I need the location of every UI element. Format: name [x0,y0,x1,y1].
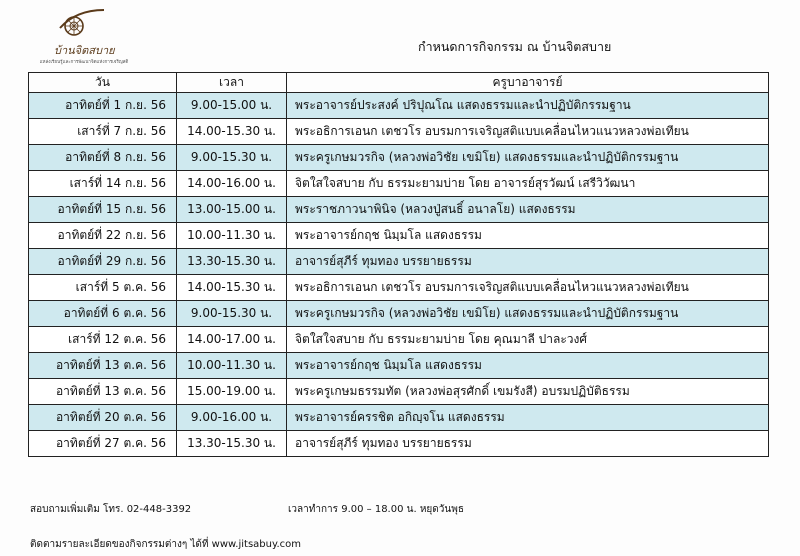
table-row [29,249,769,275]
row-time: 14.00-17.00 น. [177,327,287,353]
header-teacher: ครูบาอาจารย์ [287,73,769,93]
row-date: อาทิตย์ที่ 1 ก.ย. 56 [29,93,177,119]
row-time: 9.00-16.00 น. [177,405,287,431]
footer-hours: เวลาทำการ 9.00 – 18.00 น. หยุดวันพุธ [288,504,464,515]
row-teacher: พระครูเกษมวรกิจ (หลวงพ่อวิชัย เขมิโย) แสดงธรรมและนำปฏิบัติกรรมฐาน [287,145,769,171]
footer-website: ติดตามรายละเอียดของกิจกรรมต่างๆ ได้ที่ www.jitsabuy.com [30,539,302,550]
row-teacher: พระอาจารย์กฤช นิมฺมโล แสดงธรรม [287,353,769,379]
logo-mark-icon [52,4,124,60]
logo-wordmark: บ้านจิตสบาย [54,44,115,57]
row-teacher: จิตใสใจสบาย กับ ธรรมะยามบ่าย โดย คุณมาลี ปาละวงศ์ [287,327,769,353]
header-date: วัน [29,73,177,93]
logo-caption: แหล่งเรียนรู้และการพัฒนาจิตแห่งการเจริญสติ [39,60,129,65]
row-date: เสาร์ที่ 5 ต.ค. 56 [29,275,177,301]
row-time: 14.00-15.30 น. [177,119,287,145]
row-teacher: พระราชภาวนาพินิจ (หลวงปู่สนธิ์ อนาลโย) แสดงธรรม [287,197,769,223]
table-row [29,275,769,301]
row-time: 13.30-15.30 น. [177,431,287,457]
row-date: อาทิตย์ที่ 13 ต.ค. 56 [29,353,177,379]
row-time: 14.00-15.30 น. [177,275,287,301]
footer-phone: สอบถามเพิ่มเติม โทร. 02-448-3392 [30,504,192,515]
row-date: อาทิตย์ที่ 27 ต.ค. 56 [29,431,177,457]
row-time: 13.00-15.00 น. [177,197,287,223]
row-date: อาทิตย์ที่ 13 ต.ค. 56 [29,379,177,405]
schedule-table [28,72,769,457]
row-time: 15.00-19.00 น. [177,379,287,405]
table-row [29,379,769,405]
table-row [29,223,769,249]
table-row [29,93,769,119]
row-date: เสาร์ที่ 7 ก.ย. 56 [29,119,177,145]
row-teacher: อาจารย์สุภีร์ ทุมทอง บรรยายธรรม [287,431,769,457]
logo [52,4,124,60]
row-date: อาทิตย์ที่ 6 ต.ค. 56 [29,301,177,327]
row-date: อาทิตย์ที่ 8 ก.ย. 56 [29,145,177,171]
row-date: เสาร์ที่ 14 ก.ย. 56 [29,171,177,197]
row-teacher: อาจารย์สุภีร์ ทุมทอง บรรยายธรรม [287,249,769,275]
table-row [29,327,769,353]
row-teacher: พระอาจารย์กฤช นิมฺมโล แสดงธรรม [287,223,769,249]
row-teacher: พระอธิการเอนก เตชวโร อบรมการเจริญสติแบบเคลื่อนไหวแนวหลวงพ่อเทียน [287,119,769,145]
table-row [29,301,769,327]
row-date: เสาร์ที่ 12 ต.ค. 56 [29,327,177,353]
table-row [29,353,769,379]
table-header-row [29,73,769,93]
row-teacher: พระอาจารย์ประสงค์ ปริปุณโณ แสดงธรรมและนำปฏิบัติกรรมฐาน [287,93,769,119]
row-teacher: จิตใสใจสบาย กับ ธรรมะยามบ่าย โดย อาจารย์สุรวัฒน์ เสรีวิวัฒนา [287,171,769,197]
row-time: 10.00-11.30 น. [177,353,287,379]
row-time: 13.30-15.30 น. [177,249,287,275]
row-date: อาทิตย์ที่ 15 ก.ย. 56 [29,197,177,223]
row-time: 9.00-15.30 น. [177,301,287,327]
row-time: 14.00-16.00 น. [177,171,287,197]
row-date: อาทิตย์ที่ 22 ก.ย. 56 [29,223,177,249]
row-date: อาทิตย์ที่ 29 ก.ย. 56 [29,249,177,275]
page-title: กำหนดการกิจกรรม ณ บ้านจิตสบาย [418,39,612,54]
table-row [29,405,769,431]
table-row [29,431,769,457]
schedule-rows [29,93,769,457]
row-teacher: พระครูเกษมธรรมทัต (หลวงพ่อสุรศักดิ์ เขมรังสี) อบรมปฏิบัติธรรม [287,379,769,405]
row-teacher: พระอาจารย์ครรชิต อกิญฺจโน แสดงธรรม [287,405,769,431]
row-time: 10.00-11.30 น. [177,223,287,249]
row-teacher: พระอธิการเอนก เตชวโร อบรมการเจริญสติแบบเคลื่อนไหวแนวหลวงพ่อเทียน [287,275,769,301]
row-date: อาทิตย์ที่ 20 ต.ค. 56 [29,405,177,431]
table-row [29,119,769,145]
row-teacher: พระครูเกษมวรกิจ (หลวงพ่อวิชัย เขมิโย) แสดงธรรมและนำปฏิบัติกรรมฐาน [287,301,769,327]
table-row [29,197,769,223]
table-row [29,171,769,197]
row-time: 9.00-15.00 น. [177,93,287,119]
table-row [29,145,769,171]
header-time: เวลา [177,73,287,93]
row-time: 9.00-15.30 น. [177,145,287,171]
